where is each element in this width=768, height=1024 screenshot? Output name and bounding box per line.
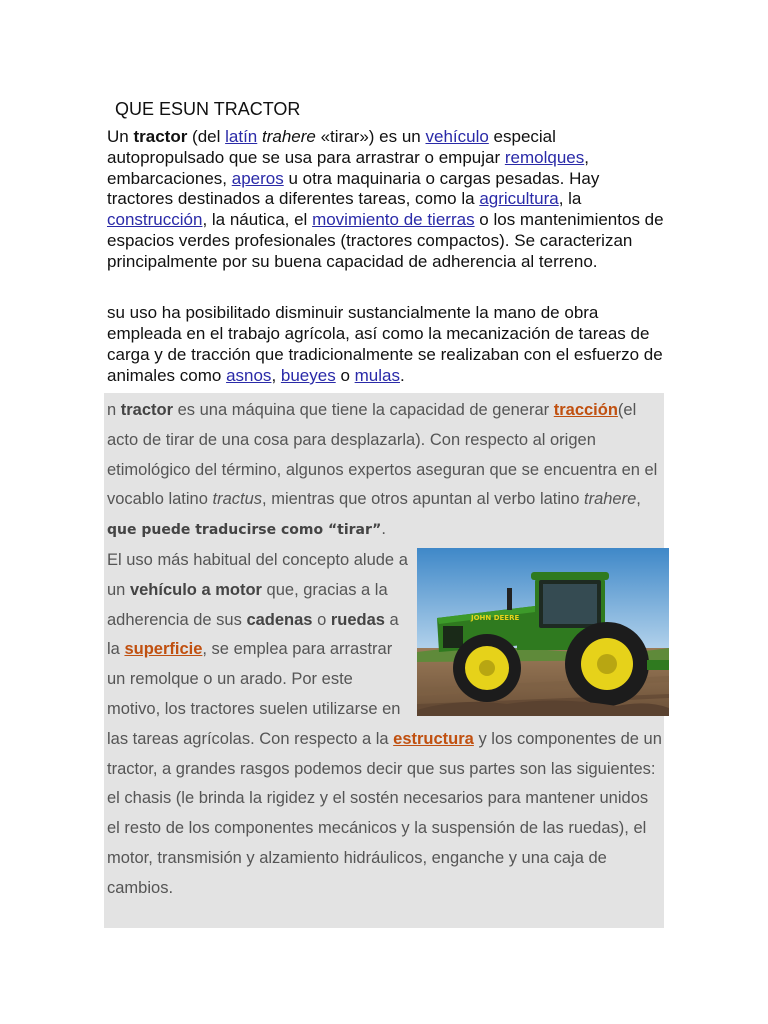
link-asnos[interactable]: asnos [226, 366, 272, 385]
tractor-illustration [417, 548, 669, 716]
link-mulas[interactable]: mulas [354, 366, 400, 385]
link-traccion[interactable]: tracción [553, 401, 618, 419]
page-title: QUE ESUN TRACTOR [110, 99, 301, 119]
svg-text:JOHN DEERE: JOHN DEERE [471, 613, 520, 622]
link-aperos[interactable]: aperos [231, 168, 284, 188]
term-tractor: tractor [133, 127, 188, 146]
link-agricultura[interactable]: agricultura [479, 189, 559, 209]
link-remolques[interactable]: remolques [504, 147, 585, 167]
uses-paragraph: su uso ha posibilitado disminuir sustancialmente la mano de obra empleada en el trabajo agrícola, así como la mecanización de tareas de carga y de tracción que tradicionalmente se realizaban con el esfuerzo de animales como asnos, bueyes o mulas. [107, 303, 663, 385]
link-bueyes[interactable]: bueyes [280, 366, 336, 385]
term-tractor-2: tractor [120, 401, 174, 419]
definition-text: n tractor es una máquina que tiene la capacidad de generar tracción(el acto de tirar de una cosa para desplazarla). Con respecto al origen etimológico del término, algunos expertos aseguran que se encuentra en el vocablo latino tractus, mientras que otros apuntan al verbo latino trahere, que puede traducirse como “tirar”. JOHN DEERE El uso más habitual del concepto alude a un vehículo a motor que, gracias a la adherencia de sus cadenas o ruedas a la superficie, se emplea para arrastrar un remolque o un arado. Por este motivo, los tractores suelen utilizarse en las tareas agrícolas. Con respecto a la estructura y los componentes de un tractor, a grandes rasgos podemos decir que sus partes son las siguientes: el chasis (le brinda la rigidez y el sostén necesarios para mantener unidos el resto de los componentes mecánicos y la suspensión de las ruedas), el motor, transmisión y alzamiento hidráulicos, enganche y una caja de cambios. [107, 396, 663, 904]
tractor-photo [417, 548, 669, 716]
term-vehiculo-a-motor: vehículo a motor [129, 580, 262, 599]
link-vehiculo[interactable]: vehículo [425, 127, 489, 146]
term-cadenas: cadenas [246, 610, 313, 629]
link-latin[interactable]: latín [225, 127, 258, 146]
link-superficie[interactable]: superficie [124, 640, 203, 659]
intro-paragraph: Un tractor (del latín trahere «tirar») es un vehículo especial autopropulsado que se usa para arrastrar o empujar remolques, embarcaciones, aperos u otra maquinaria o cargas pesadas. Hay tractores destinados a diferentes tareas, como la agricultura, la construcción, la náutica, el movimiento de tierras o los mantenimientos de espacios verdes profesionales (tractores compactos). Se caracterizan principalmente por su buena capacidad de adherencia al terreno. [107, 127, 664, 271]
translation-note: que puede traducirse como “tirar” [107, 522, 382, 539]
link-movimiento-de-tierras[interactable]: movimiento de tierras [312, 210, 475, 230]
link-construccion[interactable]: construcción [107, 210, 203, 230]
link-estructura[interactable]: estructura [393, 729, 474, 748]
term-ruedas: ruedas [330, 610, 385, 629]
